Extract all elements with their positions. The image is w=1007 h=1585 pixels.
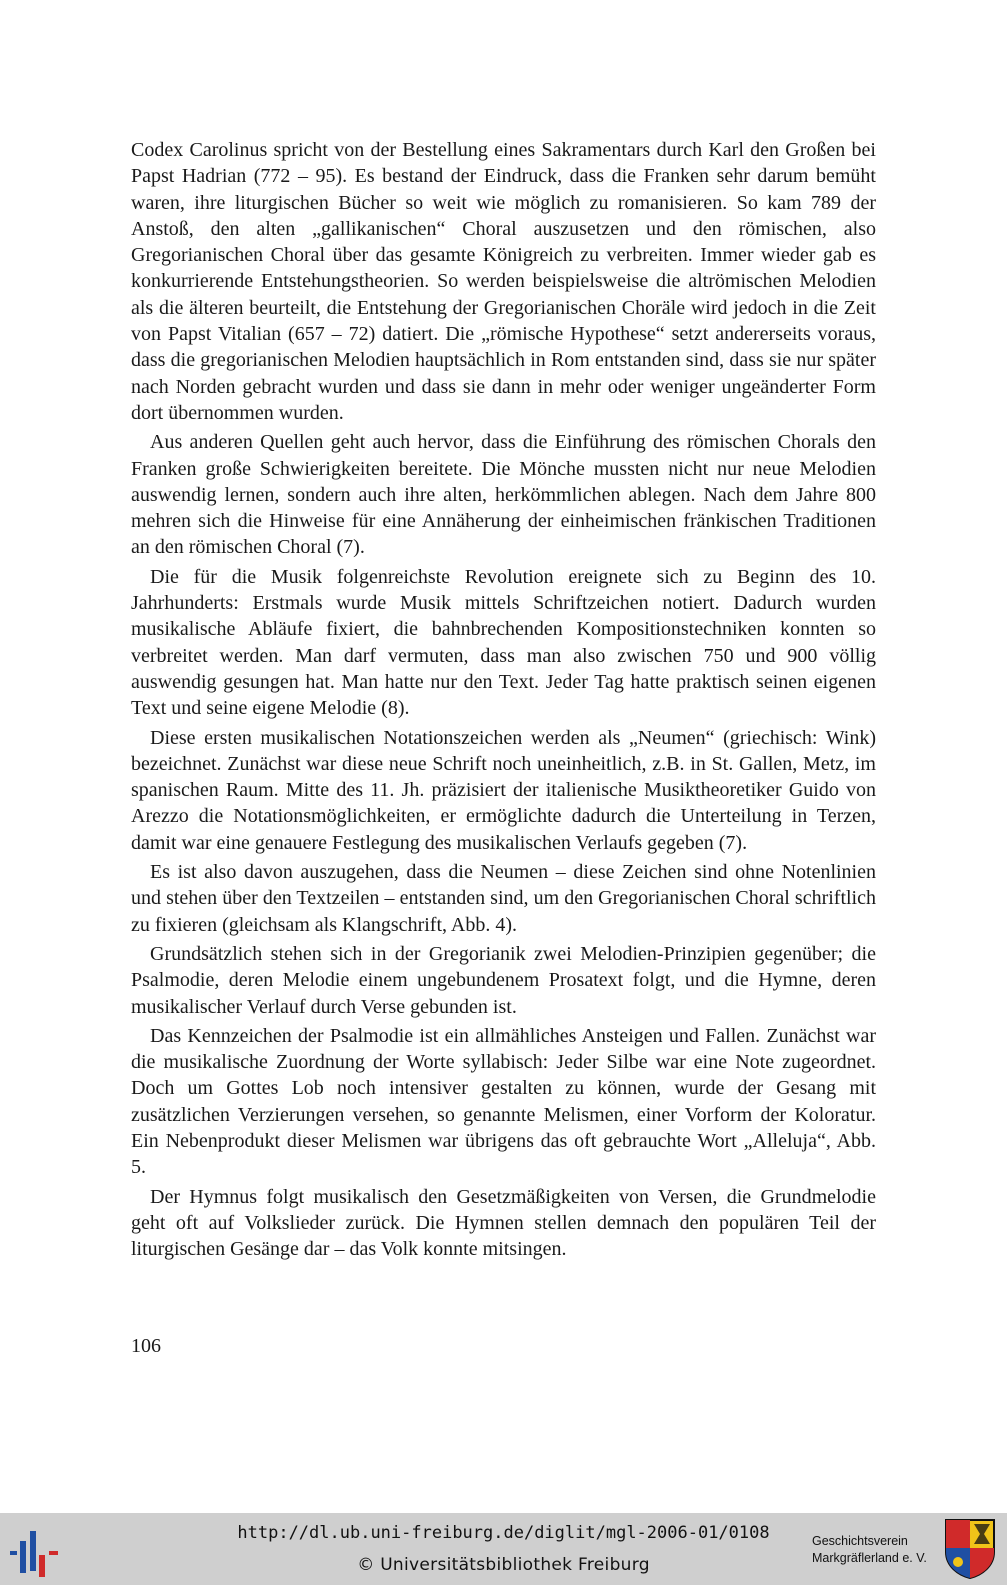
document-url-link[interactable]: http://dl.ub.uni-freiburg.de/diglit/mgl-2006-01/0108 — [237, 1523, 770, 1543]
paragraph: Diese ersten musikalischen Notationszeichen werden als „Neumen“ (griechisch: Wink) bezeichnet. Zunächst war diese neue Schrift noch uneinheitlich, z.B. in St. Gallen, Metz, im spanischen Raum. Mitte des 11. Jh. präzisiert der italienische Musiktheoretiker Guido von Arezzo die Notationsmöglichkeiten, er ermöglichte dadurch die Unterteilung in Terzen, damit war eine genauere Festlegung des musikalischen Verlaufs gegeben (7). — [131, 726, 876, 854]
document-body — [131, 137, 876, 1265]
paragraph: Der Hymnus folgt musikalisch den Gesetzmäßigkeiten von Versen, die Grundmelodie geht oft auf Volkslieder zurück. Die Hymnen stellen demnach den populären Teil der liturgischen Gesänge dar – das Volk konnte mitsingen. — [131, 1185, 876, 1261]
paragraph: Codex Carolinus spricht von der Bestellung eines Sakramentars durch Karl den Großen bei Papst Hadrian (772 – 95). Es bestand der Eindruck, dass die Franken sehr darum bemüht waren, ihre liturgischen Bücher so weit wie möglich zu romanisieren. So kam 789 der Anstoß, den alten „gallikanischen“ Choral auszusetzen und den römischen, also Gregorianischen Choral über das gesamte Königreich zu verbreiten. Immer wieder gab es konkurrierende Entstehungstheorien. So werden beispielsweise die altrömischen Melodien als die älteren beurteilt, die Entstehung der Gregorianischen Choräle wird jedoch in die Zeit von Papst Vitalian (657 – 72) datiert. Die „römische Hypothese“ setzt andererseits voraus, dass die gregorianischen Melodien hauptsächlich in Rom entstanden sind, dass sie nur später nach Norden gebracht wurden und dass sie dann in mehr oder weniger ungeänderter Form dort übernommen wurden. — [131, 139, 876, 424]
organization-name — [812, 1533, 927, 1567]
paragraph: Die für die Musik folgenreichste Revolution ereignete sich zu Beginn des 10. Jahrhunderts: Erstmals wurde Musik mittels Schriftzeichen notiert. Dadurch wurden musikalische Abläufe fixiert, die bahnbrechenden Kompositionstechniken konnten so verbreitet werden. Man darf vermuten, dass man also zwischen 750 und 900 völlig auswendig gesungen hat. Man hatte nur den Text. Jeder Tag hatte praktisch seinen eigenen Text und seine eigene Melodie (8). — [131, 565, 876, 720]
organization-name-line: Markgräflerland e. V. — [812, 1551, 927, 1565]
paragraph: Das Kennzeichen der Psalmodie ist ein allmähliches Ansteigen und Fallen. Zunächst war die musikalische Zuordnung der Worte syllabisch: Jeder Silbe war eine Note zugeordnet. Doch um Gottes Lob noch intensiver gestalten zu können, wurde der Gesang mit zusätzlichen Verzierungen versehen, so genannte Melismen, einer Vorform der Koloratur. Ein Nebenprodukt dieser Melismen war übrigens das oft gebrauchte Wort „Alleluja“, Abb. 5. — [131, 1024, 876, 1179]
copyright-notice: © Universitätsbibliothek Freiburg — [357, 1555, 650, 1575]
coat-of-arms-icon — [944, 1518, 996, 1580]
paragraph: Es ist also davon auszugehen, dass die Neumen – diese Zeichen sind ohne Notenlinien und stehen über den Textzeilen – entstanden sind, um den Gregorianischen Choral schriftlich zu fixieren (gleichsam als Klangschrift, Abb. 4). — [131, 861, 876, 936]
paragraph: Aus anderen Quellen geht auch hervor, dass die Einführung des römischen Chorals den Franken große Schwierigkeiten bereitete. Die Mönche mussten nicht nur neue Melodien auswendig lernen, sondern auch ihre alten, herkömmlichen ablegen. Nach dem Jahre 800 mehren sich die Hinweise für eine Annäherung der einheimischen fränkischen Traditionen an den römischen Choral (7). — [131, 431, 876, 559]
page-number: 106 — [131, 1335, 161, 1357]
paragraph: Grundsätzlich stehen sich in der Gregorianik zwei Melodien-Prinzipien gegenüber; die Psalmodie, deren Melodie einem ungebundenem Prosatext folgt, und die Hymne, deren musikalischer Verlauf durch Verse gebunden ist. — [131, 942, 876, 1018]
footer-bar — [0, 1513, 1007, 1585]
organization-name-line: Geschichtsverein — [812, 1534, 908, 1548]
